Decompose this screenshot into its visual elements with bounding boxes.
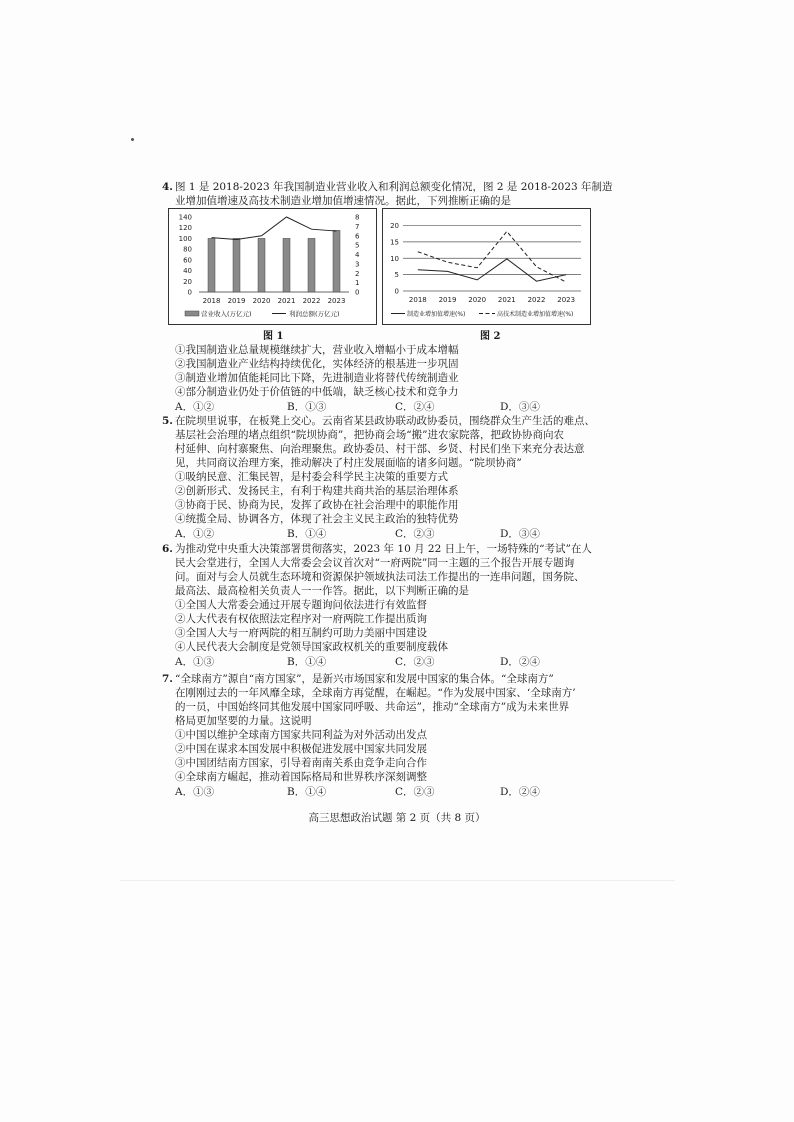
fig1-bar [258,238,265,292]
q7-option-3: ③中国团结南方国家，引导着南南关系由竞争走向合作 [175,757,427,769]
q4-choices [175,401,615,414]
fig1-x-tick-label: 2020 [252,297,271,305]
q5-number: 5. [162,415,173,427]
q7-choices [175,786,615,799]
q6-option-3: ③全国人大与一府两院的相互制约可助力美丽中国建设 [175,627,427,639]
figure-1-svg [169,209,376,324]
fig2-x-tick-label: 2023 [557,296,576,304]
fig2-x-tick-label: 2021 [497,296,516,304]
fig2-legend-solid-label: 制造业增加值增速(%) [407,311,466,318]
fig2-y-tick-label: 10 [390,254,399,263]
figure-1-chart [168,208,377,325]
fig1-left-tick-label: 100 [178,234,192,243]
fig1-x-tick-label: 2021 [277,297,296,305]
q6-choice-c[interactable]: C．②③ [395,656,435,668]
q5-choice-b[interactable]: B．①④ [287,528,327,540]
fig1-bar [233,238,240,292]
fig1-right-tick-label: 4 [355,251,360,259]
q6-stem-line-4: 最高法、最高检相关负责人一一作答。据此，以下判断正确的是 [175,585,469,597]
q6-option-1: ①全国人大常委会通过开展专题询问依法进行有效监督 [175,599,427,611]
q6-choice-d[interactable]: D．②④ [500,656,540,668]
fig2-legend-dashed-label: 高技术制造业增加值增速(%) [497,311,574,318]
q7-option-4: ④全球南方崛起，推动着国际格局和世界秩序深刻调整 [175,771,427,783]
stray-mark [131,138,134,141]
q5-choices [175,528,615,541]
q6-choice-a[interactable]: A．①③ [175,656,215,668]
q4-option-4: ④部分制造业仍处于价值链的中低端，缺乏核心技术和竞争力 [175,386,459,398]
q4-option-2: ②我国制造业产业结构持续优化，实体经济的根基进一步巩固 [175,358,459,370]
fig1-profit-line [212,217,337,240]
fig1-right-tick-label: 7 [355,222,360,231]
q5-option-3: ③协商于民、协商为民，发挥了政协在社会治理中的职能作用 [175,499,459,511]
fig1-right-tick-label: 8 [355,213,360,222]
fig1-x-tick-label: 2022 [302,297,321,305]
q6-stem-line-2: 民大会堂进行，全国人大常委会会议首次对“一府两院”同一主题的三个报告开展专题询 [175,557,575,569]
q5-choice-a[interactable]: A．①② [175,528,215,540]
fig2-y-tick-label: 20 [390,222,399,231]
q7-choice-a[interactable]: A．①③ [175,786,215,798]
fig1-left-tick-label: 0 [187,288,192,297]
fig1-x-tick-label: 2019 [227,297,246,305]
q4-stem-line-1: 4. 图 1 是 2018-2023 年我国制造业营业收入和利润总额变化情况，图 2 是 2018-2023 年制造 [162,181,613,193]
fig2-manufacturing-growth-line [418,259,566,281]
q6-stem-line-3: 问。面对与会人员就生态环境和资源保护领域执法司法工作提出的一连串问题，国务院、 [175,571,585,583]
q7-stem-line-4: 格局更加坚要的力量。这说明 [175,715,312,727]
q7-choice-b[interactable]: B．①④ [287,786,327,798]
q7-stem-line-3: 的一员，中国始终同其他发展中国家同呼吸、共命运”，推动“全球南方”成为未来世界 [175,701,570,713]
q6-number: 6. [162,543,173,555]
q6-choice-b[interactable]: B．①④ [287,656,327,668]
q4-option-1: ①我国制造业总量规模继续扩大，营业收入增幅小于成本增幅 [175,344,459,356]
fig2-x-tick-label: 2019 [438,296,457,304]
q6-option-2: ②人大代表有权依照法定程序对一府两院工作提出质询 [175,613,427,625]
q5-stem-line-2: 基层社会治理的堵点组织“院坝协商”，把协商会场“搬”进农家院落，把政协协商向农 [175,429,564,441]
figure-2-chart [382,208,591,325]
fig1-left-tick-label: 140 [178,213,192,222]
scan-edge-rule [120,880,675,881]
page-footer: 高三思想政治试题 第 2 页（共 8 页） [308,812,486,824]
fig1-right-tick-label: 1 [355,279,360,288]
fig1-legend-bar-label: 营业收入(万亿元) [201,310,252,318]
q5-stem-line-4: 见，共同商议治理方案，推动解决了村庄发展面临的诸多问题。“院坝协商” [175,457,522,469]
fig1-bar [333,230,340,292]
fig1-left-tick-label: 20 [183,277,192,286]
fig2-x-tick-label: 2020 [468,296,487,304]
fig1-legend-bar-swatch [185,311,199,316]
q5-choice-d[interactable]: D．③④ [500,528,540,540]
q4-choice-a[interactable]: A．①② [175,401,215,413]
q4-choice-c[interactable]: C．②④ [395,401,435,413]
q5-option-1: ①吸纳民意、汇集民智，是村委会科学民主决策的重要方式 [175,471,448,483]
q7-stem-line-1: 7. “全球南方”源自“南方国家”，是新兴市场国家和发展中国家的集合体。“全球南方” [162,673,554,685]
fig1-legend-line-label: 利润总额(万亿元) [289,310,340,318]
q4-stem-line-2: 业增加值增速及高技术制造业增加值增速情况。据此，下列推断正确的是 [175,195,511,207]
fig1-right-tick-label: 5 [355,241,360,250]
q7-option-1: ①中国以维护全球南方国家共同利益为对外活动出发点 [175,729,427,741]
q7-choice-d[interactable]: D．②④ [500,786,540,798]
q5-stem-line-3: 村延伸、向村寨聚焦、向治理聚焦。政协委员、村干部、乡贤、村民们坐下来充分表达意 [175,443,585,455]
fig1-left-tick-label: 40 [183,267,192,276]
fig1-left-tick-label: 120 [178,224,192,233]
figure-2-svg [383,209,590,324]
fig1-left-tick-label: 60 [183,256,192,265]
q7-number: 7. [162,673,173,685]
fig1-left-tick-label: 80 [183,245,192,254]
q5-stem-line-1: 5. 在院坝里说事，在板凳上交心。云南省某县政协联动政协委员，围绕群众生产生活的难点、 [162,415,595,427]
figure-1-caption: 图 1 [263,331,284,342]
q6-choices [175,656,615,669]
q5-option-4: ④统揽全局、协调各方，体现了社会主义民主政治的独特优势 [175,513,459,525]
fig1-x-tick-label: 2023 [327,297,346,305]
figure-2-caption: 图 2 [480,331,501,342]
fig1-right-tick-label: 3 [355,260,360,269]
fig1-bar [208,238,215,292]
q7-stem-line-2: 在刚刚过去的一年风靡全球，全球南方再觉醒，在崛起。“作为发展中国家、‘全球南方’ [175,687,576,699]
fig1-x-tick-label: 2018 [202,297,221,305]
q4-number: 4. [162,181,173,193]
fig1-right-tick-label: 2 [355,269,360,278]
fig2-y-tick-label: 15 [390,238,399,247]
q4-option-3: ③制造业增加值能耗同比下降，先进制造业将替代传统制造业 [175,372,459,384]
fig1-right-tick-label: 0 [355,288,360,297]
q5-choice-c[interactable]: C．②③ [395,528,435,540]
q4-choice-b[interactable]: B．①③ [287,401,327,413]
q5-option-2: ②创新形式、发扬民主，有利于构建共商共治的基层治理体系 [175,485,459,497]
q7-option-2: ②中国在谋求本国发展中积极促进发展中国家共同发展 [175,743,427,755]
q4-choice-d[interactable]: D．③④ [500,401,540,413]
fig2-y-tick-label: 0 [394,287,399,296]
q6-option-4: ④人民代表大会制度是党领导国家政权机关的重要制度载体 [175,641,448,653]
q7-choice-c[interactable]: C．②③ [395,786,435,798]
fig2-x-tick-label: 2022 [527,296,546,304]
q6-stem-line-1: 6. 为推动党中央重大决策部署贯彻落实，2023 年 10 月 22 日上午，一场特殊的“考试”在人 [162,543,592,555]
fig2-y-tick-label: 5 [394,271,399,280]
fig1-bar [283,238,290,292]
fig1-right-tick-label: 6 [355,232,360,241]
fig2-x-tick-label: 2018 [408,296,427,304]
fig1-bar [308,238,315,292]
